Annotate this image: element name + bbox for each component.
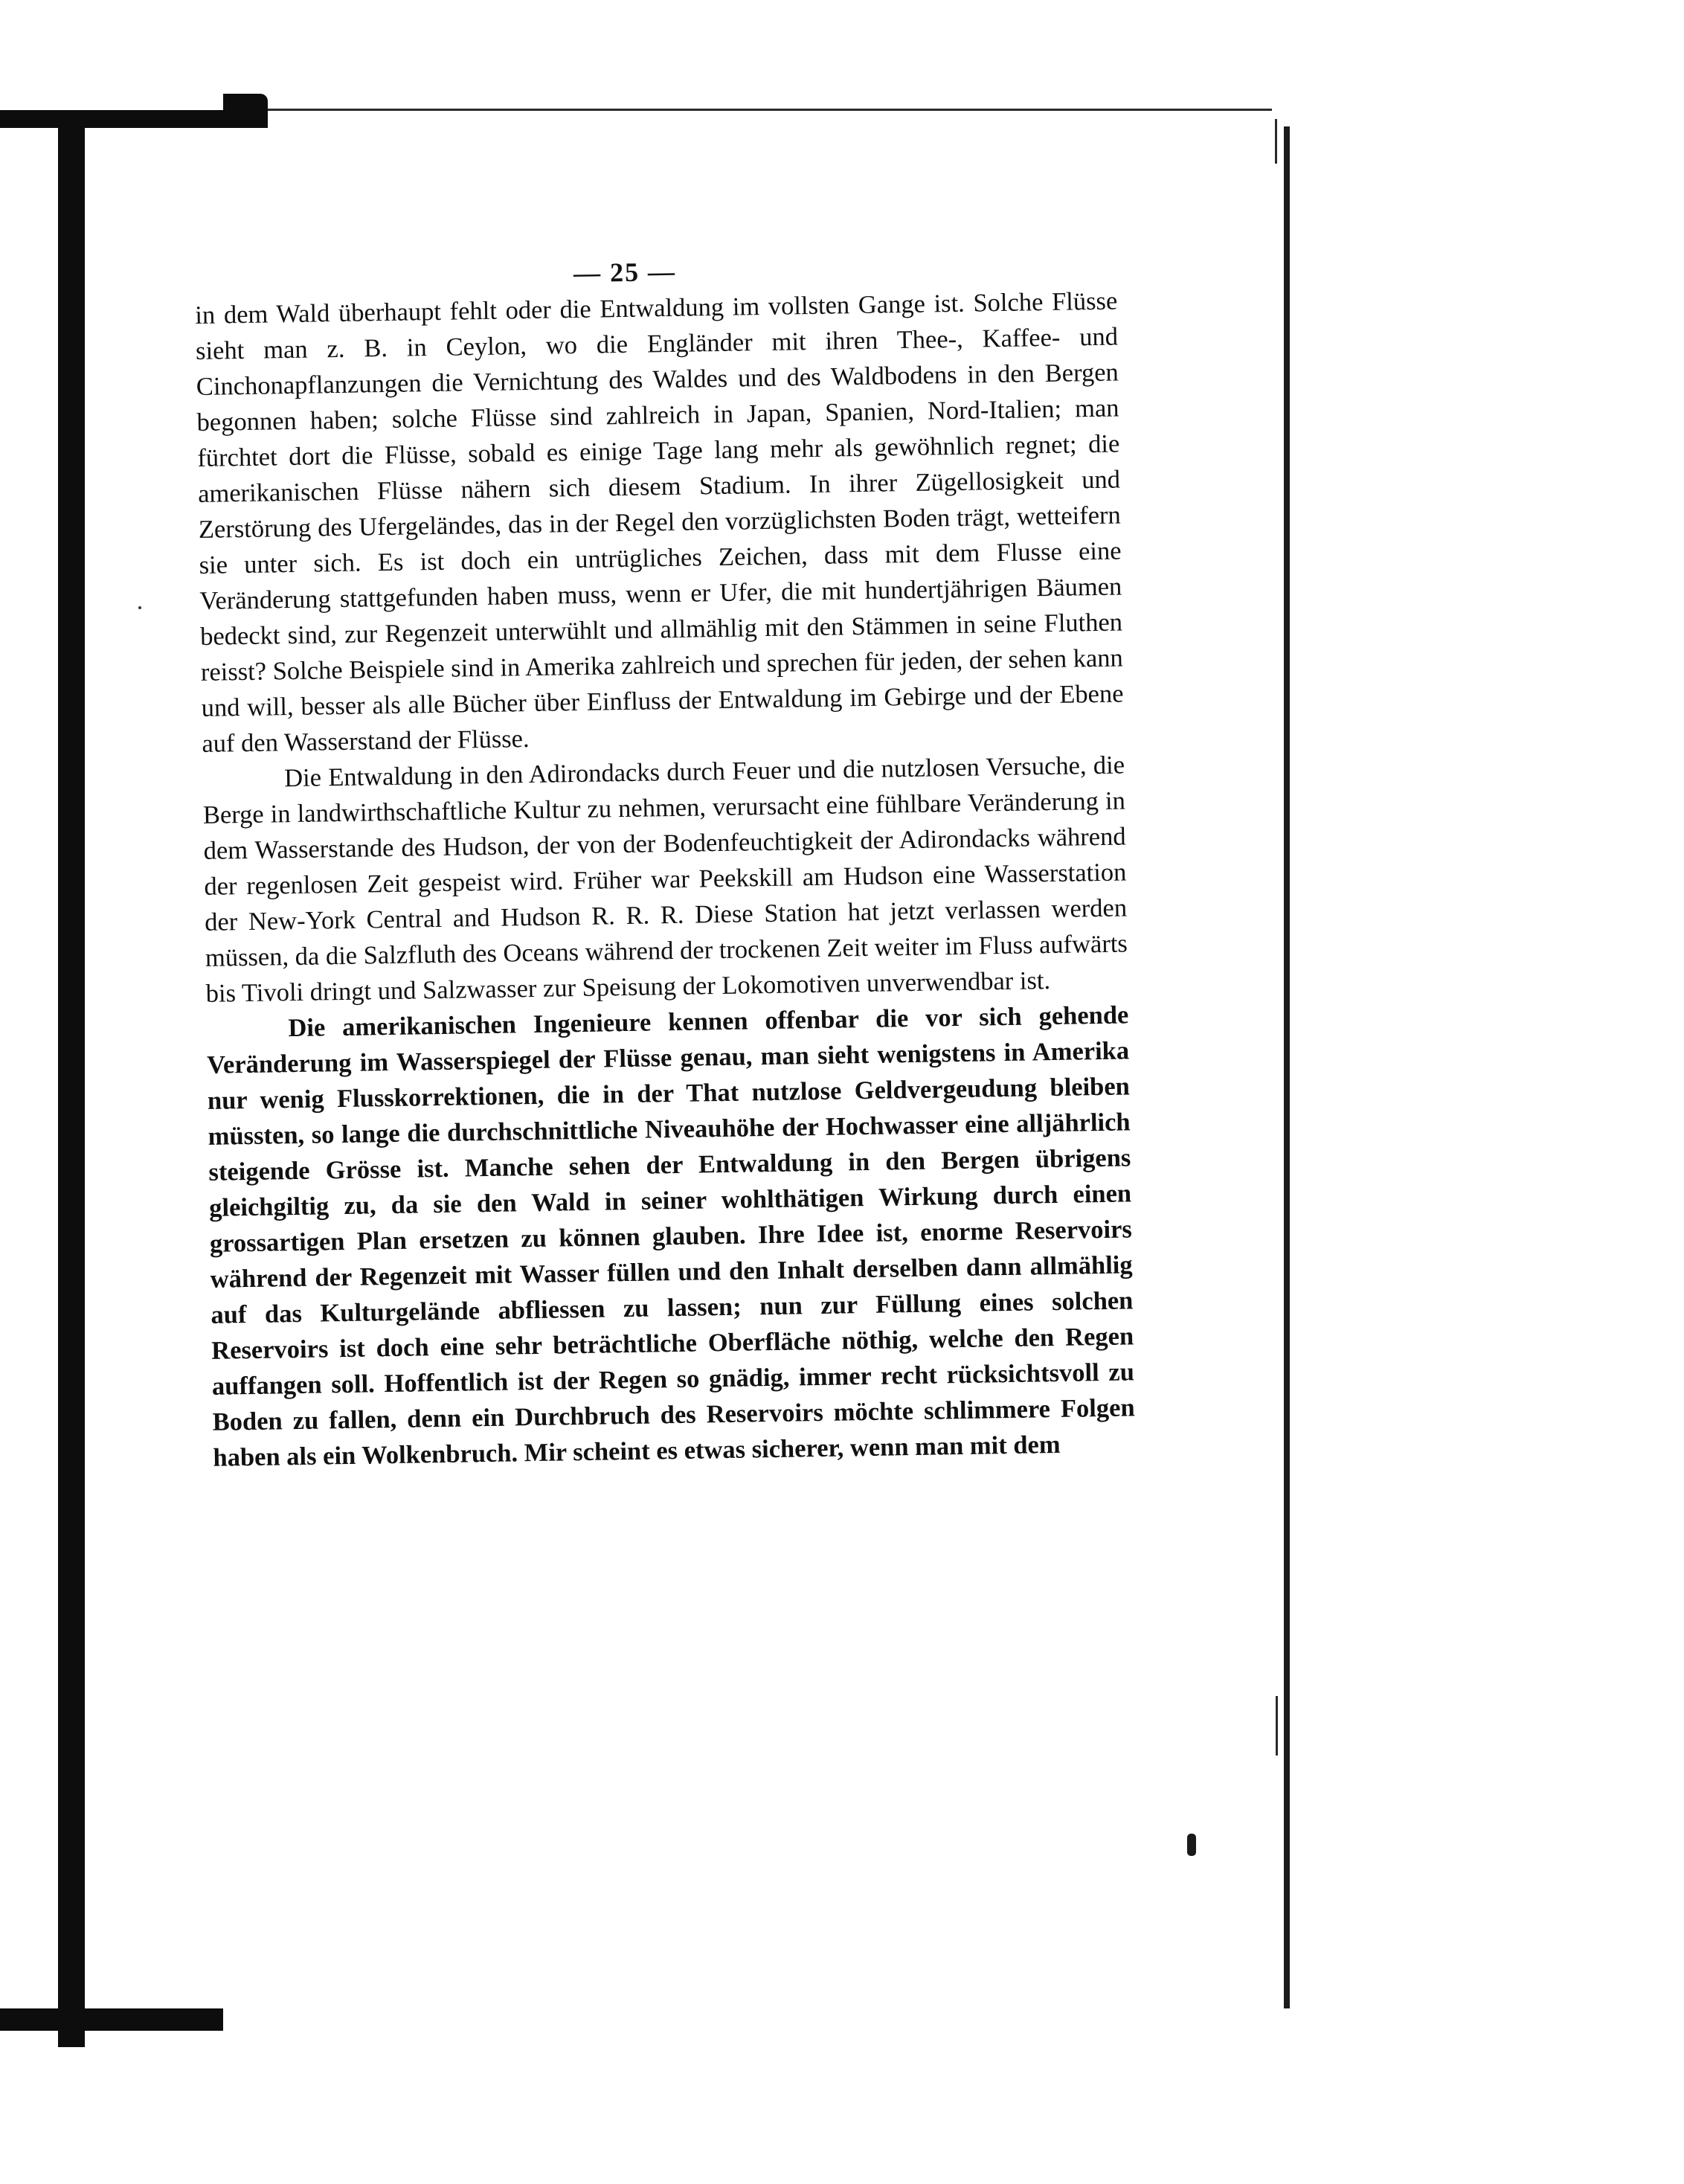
- page-top-edge: [268, 109, 1272, 111]
- margin-speck: [1187, 1834, 1196, 1856]
- paragraph: Die amerikanischen Ingenieure kennen offenbar die vor sich gehende Veränderung im Wasserspiegel der Flüsse genau, man sieht wenigstens in Amerika nur wenig Flusskorrektionen, die in der That nutzlose Geldvergeudung bleiben müssten, so lange die durchschnittliche Niveauhöhe der Hochwasser eine alljährlich steigende Grösse ist. Manche sehen der Entwaldung in den Bergen übrigens gleichgiltig zu, da sie den Wald in seiner wohlthätigen Wirkung durch einen grossartigen Plan ersetzen zu können glauben. Ihre Idee ist, enorme Reservoirs während der Regenzeit mit Wasser füllen und den Inhalt derselben dann allmählig auf das Kulturgelände abfliessen zu lassen; nun zur Füllung eines solchen Reservoirs ist doch eine sehr beträchtliche Oberfläche nöthig, welche den Regen auffangen soll. Hoffentlich ist der Regen so gnädig, immer recht rücksichtsvoll zu Boden zu fallen, denn ein Durchbruch des Reservoirs möchte schlimmere Folgen haben als ein Wolkenbruch. Mir scheint es etwas sicherer, wenn man mit dem: [206, 1001, 1135, 1472]
- page-number: — 25 —: [573, 256, 677, 289]
- paragraph: Die Entwaldung in den Adirondacks durch Feuer und die nutzlosen Versuche, die Berge in landwirthschaftliche Kultur zu nehmen, verursacht eine fühlbare Veränderung in dem Wasserstande des Hudson, der von der Bodenfeuchtigkeit der Adirondacks während der regenlosen Zeit gespeist wird. Früher war Peekskill am Hudson eine Wasserstation der New-York Central and Hudson R. R. R. Diese Station hat jetzt verlassen werden müssen, da die Salzfluth des Oceans während der trockenen Zeit weiter im Fluss aufwärts bis Tivoli dringt und Salzwasser zur Speisung der Lokomotiven unverwendbar ist.: [202, 751, 1128, 1008]
- page-right-edge-mark: [1275, 119, 1277, 164]
- margin-dot: [138, 606, 141, 609]
- body-text: [195, 283, 1136, 1476]
- scan-border-bottom: [0, 2008, 223, 2031]
- scan-border-left: [58, 119, 85, 2047]
- scan-border-corner: [223, 94, 268, 119]
- page-right-edge-mark: [1276, 1696, 1278, 1756]
- paragraph: in dem Wald überhaupt fehlt oder die Entwaldung im vollsten Gange ist. Solche Flüsse sieht man z. B. in Ceylon, wo die Engländer mit ihren Thee-, Kaffee- und Cinchonapflanzungen die Vernichtung des Waldes und des Waldbodens in den Bergen begonnen haben; solche Flüsse sind zahlreich in Japan, Spanien, Nord-Italien; man fürchtet dort die Flüsse, sobald es einige Tage lang mehr als gewöhnlich regnet; die amerikanischen Flüsse nähern sich diesem Stadium. In ihrer Zügellosigkeit und Zerstörung des Ufergeländes, das in der Regel den vorzüglichsten Boden trägt, wetteifern sie unter sich. Es ist doch ein untrügliches Zeichen, dass mit dem Flusse eine Veränderung stattgefunden haben muss, wenn er Ufer, die mit hundertjährigen Bäumen bedeckt sind, zur Regenzeit unterwühlt und allmählig mit den Stämmen in seine Fluthen reisst? Solche Beispiele sind in Amerika zahlreich und sprechen für jeden, der sehen kann und will, besser als alle Bücher über Einfluss der Entwaldung im Gebirge und der Ebene auf den Wasserstand der Flüsse.: [195, 286, 1124, 758]
- page-right-edge: [1284, 126, 1290, 2008]
